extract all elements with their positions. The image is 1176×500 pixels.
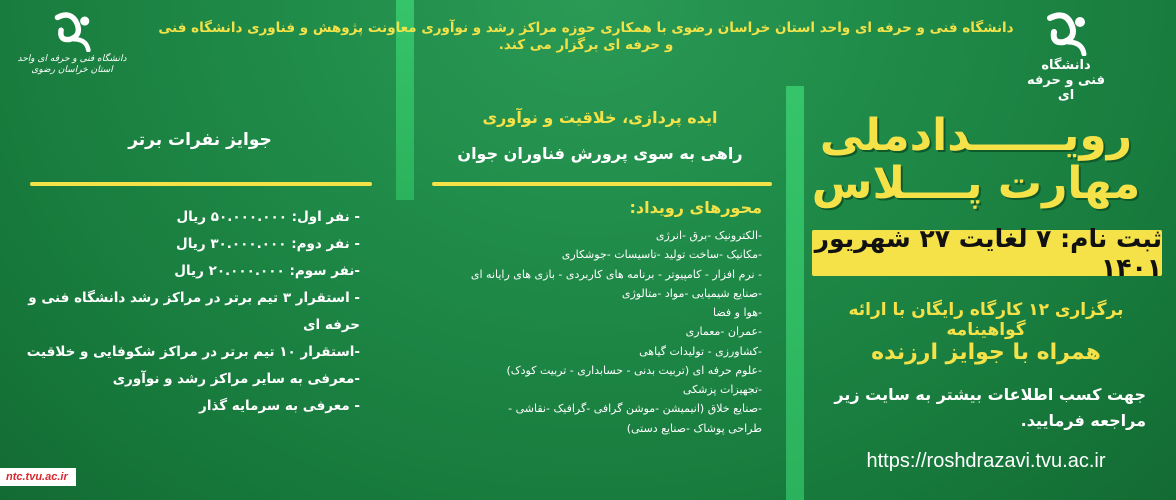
event-title-line2: مهارت پــــلاس: [811, 158, 1141, 210]
khorasan-branch-logo-caption: دانشگاه فنی و حرفه ای واحد استان خراسان رضوی: [17, 54, 127, 75]
website-link[interactable]: https://roshdrazavi.tvu.ac.ir: [866, 450, 1106, 472]
event-title-line1: رویــــــدادملی: [819, 110, 1133, 161]
list-item: - نرم افزار - کامپیوتر - برنامه های کاربردی - بازی های رایانه ای: [470, 267, 762, 281]
event-axes-title: محورهای رویداد:: [629, 198, 762, 217]
university-logo-icon: [1042, 12, 1090, 56]
more-info-text: [826, 382, 1146, 433]
prizes-note: همراه با جوایز ارزنده: [871, 340, 1101, 365]
list-item: -معرفی به سایر مراکز رشد و نوآوری: [112, 371, 360, 387]
source-site-tag: ntc.tvu.ac.ir: [0, 468, 76, 486]
more-info-line1: جهت کسب اطلاعات بیشتر به سایت زیر: [834, 385, 1146, 404]
registration-date-box: ثبت نام: ۷ لغایت ۲۷ شهریور ۱۴۰۱: [812, 230, 1162, 276]
khorasan-branch-logo: [12, 12, 132, 76]
decorative-stripe: [786, 86, 804, 500]
university-logo: [1026, 12, 1106, 103]
list-item: -هوا و فضا: [713, 306, 762, 319]
list-item: - نفر اول: ۵۰.۰۰۰.۰۰۰ ریال: [176, 209, 360, 225]
university-logo-caption: دانشگاه فنی و حرفه ای: [1027, 58, 1105, 103]
slogan-subheading: راهی به سوی پرورش فناوران جوان: [457, 144, 743, 163]
top-prizes-heading: جوایز نفرات برتر: [128, 130, 272, 150]
list-item: -صنایع شیمیایی -مواد -متالوژی: [621, 286, 762, 300]
list-item: -الکترونیک -برق -انرژی: [655, 229, 762, 242]
event-axes-list: [440, 226, 762, 438]
list-item: -علوم حرفه ای (تربیت بدنی - حسابداری - تربیت کودک): [506, 363, 762, 377]
top-prizes-list: [20, 204, 360, 420]
list-item: -کشاورزی - تولیدات گیاهی: [639, 344, 762, 358]
divider: [432, 182, 772, 186]
list-item: - استقرار ۳ تیم برتر در مراکز رشد دانشگاه فنی و حرفه ای: [28, 290, 360, 333]
list-item: -تجهیزات پزشکی: [682, 383, 762, 396]
organizer-headline: دانشگاه فنی و حرفه ای واحد استان خراسان رضوی با همکاری حوزه مراکز رشد و نوآوری معاونت پژوهش و فناوری دانشگاه فنی و حرفه ای برگزار می کند.: [158, 20, 1014, 53]
list-item: طراحی پوشاک -صنایع دستی): [626, 421, 762, 435]
list-item: -استقرار ۱۰ تیم برتر در مراکز شکوفایی و خلاقیت: [26, 344, 360, 360]
list-item: -صنایع خلاق (انیمیشن -موشن گرافی -گرافیک -نقاشی -: [508, 402, 762, 416]
slogan-heading: ایده پردازی، خلاقیت و نوآوری: [482, 108, 718, 127]
list-item: -مکانیک -ساخت تولید -تاسیسات -جوشکاری: [561, 248, 762, 262]
list-item: -نفر سوم: ۲۰.۰۰۰.۰۰۰ ریال: [174, 263, 360, 279]
more-info-line2: مراجعه فرمایید.: [1020, 410, 1146, 430]
list-item: - نفر دوم: ۳۰.۰۰۰.۰۰۰ ریال: [175, 236, 360, 252]
list-item: - معرفی به سرمایه گذار: [199, 398, 360, 414]
university-logo-icon: [50, 12, 94, 52]
event-title: [806, 112, 1146, 209]
workshops-note: برگزاری ۱۲ کارگاه رایگان با ارائه گواهینامه: [848, 300, 1124, 340]
divider: [30, 182, 372, 186]
list-item: -عمران -معماری: [685, 325, 762, 339]
